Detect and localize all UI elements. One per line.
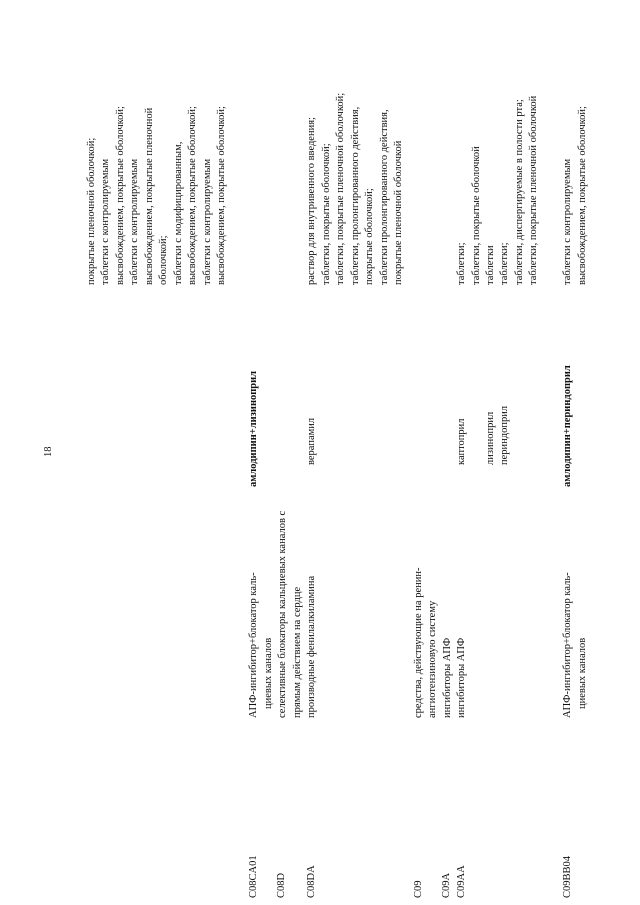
dosage-form-line: покрытые пленочной оболочкой [393, 140, 404, 285]
atc-code: C09BB04 [562, 855, 573, 898]
dosage-form-line: высвобождением, покрытые пленочной [144, 107, 155, 285]
dosage-form-line: таблетки; [456, 242, 467, 285]
drug-name: периндоприл [499, 405, 510, 465]
dosage-form-line: таблетки с контролируемым [129, 158, 140, 285]
dosage-form-line: таблетки с модифицированным, [173, 141, 184, 285]
drug-name: каптоприл [456, 418, 467, 465]
dosage-form-line: таблетки с контролируемым [100, 158, 111, 285]
dosage-form-line: таблетки пролонгированного действия, [379, 109, 390, 285]
dosage-form-line: таблетки, покрытые пленочной оболочкой; [335, 92, 346, 285]
dosage-form-line: таблетки, покрытые оболочкой; [321, 143, 332, 285]
dosage-form-line: высвобождением, покрытые оболочкой; [577, 106, 588, 285]
dosage-form-line: таблетки [485, 245, 496, 285]
drug-name: амлодипин+лизиноприл [248, 370, 259, 487]
dosage-form-line: таблетки, покрытые оболочкой [471, 146, 482, 285]
dosage-form-line: покрытые оболочкой; [364, 188, 375, 285]
dosage-form-line: таблетки; [499, 242, 510, 285]
atc-title: циевых каналов [577, 637, 588, 709]
atc-title: средства, действующие на ренин- [413, 567, 424, 718]
dosage-form-line: оболочкой; [158, 235, 169, 285]
dosage-form-line: таблетки с контролируемым [562, 158, 573, 285]
atc-title: ангиотензиновую систему [427, 600, 438, 718]
atc-code: C09 [413, 880, 424, 898]
drug-name: верапамил [306, 417, 317, 465]
page-number: 18 [43, 446, 54, 457]
atc-title: ингибиторы АПФ [442, 637, 453, 718]
atc-title: прямым действием на сердце [292, 586, 303, 718]
atc-title: селективные блокаторы кальциевых каналов с [277, 510, 288, 718]
dosage-form-line: таблетки, пролонгированного действия, [350, 106, 361, 285]
dosage-form-line: покрытые пленочной оболочкой; [86, 137, 97, 285]
dosage-form-line: высвобождением, покрытые оболочкой; [115, 106, 126, 285]
atc-code: C09AA [456, 865, 467, 898]
dosage-form-line: таблетки, диспергируемые в полости рта; [514, 99, 525, 285]
dosage-form-line: таблетки с контролируемым [202, 158, 213, 285]
atc-code: C09A [441, 872, 452, 898]
dosage-form-line: раствор для внутривенного введения; [306, 117, 317, 285]
dosage-form-line: таблетки, покрытые пленочной оболочкой [528, 95, 539, 285]
dosage-form-line: высвобождением, покрытые оболочкой; [187, 106, 198, 285]
atc-title: ингибиторы АПФ [456, 637, 467, 718]
atc-title: производные фенилалкиламина [306, 575, 317, 718]
atc-title: АПФ-ингибитор+блокатор каль- [562, 572, 573, 718]
atc-title: циевых каналов [263, 637, 274, 709]
atc-code: C08CA01 [248, 855, 259, 898]
drug-name: амлодипин+периндоприл [562, 365, 573, 487]
atc-code: C08DA [306, 865, 317, 898]
atc-title: АПФ-ингибитор+блокатор каль- [248, 572, 259, 718]
atc-code: C08D [276, 872, 287, 898]
drug-name: лизиноприл [485, 411, 496, 465]
dosage-form-line: высвобождением, покрытые оболочкой; [216, 106, 227, 285]
